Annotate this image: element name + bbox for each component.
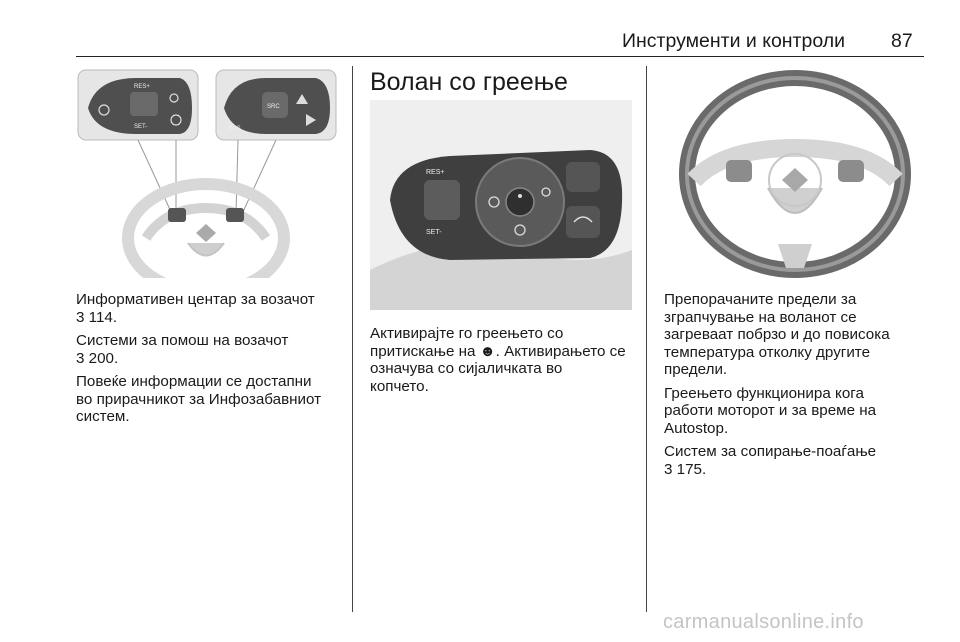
page-reference[interactable]: 3 175. bbox=[664, 460, 707, 478]
text-line: Препорачаните предели за bbox=[664, 291, 857, 308]
set-label: SET- bbox=[426, 229, 442, 236]
header-title: Инструменти и контроли bbox=[622, 30, 846, 52]
res-label: RES+ bbox=[426, 169, 445, 176]
text-line: во прирачникот за Инфозабавниот bbox=[76, 390, 322, 408]
column3-text bbox=[664, 291, 936, 484]
set-label: SET- bbox=[134, 124, 148, 130]
text-line: означува со сијаличката во bbox=[370, 360, 563, 377]
heated-wheel-button-figure bbox=[370, 100, 632, 310]
page-number: 87 bbox=[891, 30, 913, 52]
text-line: Повеќе информации се достапни bbox=[76, 373, 312, 390]
page-reference[interactable]: 3 200. bbox=[76, 349, 119, 367]
page-reference[interactable]: 3 114. bbox=[76, 308, 118, 326]
res-label: RES+ bbox=[134, 84, 150, 90]
text-line: предели. bbox=[664, 361, 728, 378]
heated-steering-wheel-figure bbox=[664, 68, 926, 278]
text-line: Греењето функционира кога bbox=[664, 384, 864, 402]
text-line: систем. bbox=[76, 408, 130, 425]
section-title: Волан со греење bbox=[370, 68, 568, 96]
text-line: копчето. bbox=[370, 377, 429, 395]
text-line: Информативен центар за возачот bbox=[76, 291, 315, 308]
text-line: температура отколку другите bbox=[664, 343, 871, 361]
column-divider bbox=[352, 66, 353, 612]
text-line: Autostop. bbox=[664, 419, 729, 437]
text-line: работи моторот и за време на bbox=[664, 402, 877, 419]
column1-text bbox=[76, 291, 348, 432]
steering-wheel-controls-figure bbox=[76, 68, 338, 278]
text-line: Активирајте го греењето со bbox=[370, 325, 564, 342]
watermark: carmanualsonline.info bbox=[663, 611, 864, 633]
column-divider bbox=[646, 66, 647, 612]
text-line: загреваат побрзо и до повисока bbox=[664, 326, 890, 343]
src-label: SRC bbox=[267, 104, 280, 110]
gps-label: GPS bbox=[228, 126, 241, 132]
column2-text bbox=[370, 325, 642, 401]
text-line: Систем за сопирање-поаѓање bbox=[664, 443, 877, 460]
text-line: Системи за помош на возачот bbox=[76, 332, 289, 349]
header-rule bbox=[76, 56, 924, 57]
text-line: притискање на ☻. Активирањето се bbox=[370, 342, 626, 360]
text-line: зграпчување на воланот се bbox=[664, 308, 857, 326]
